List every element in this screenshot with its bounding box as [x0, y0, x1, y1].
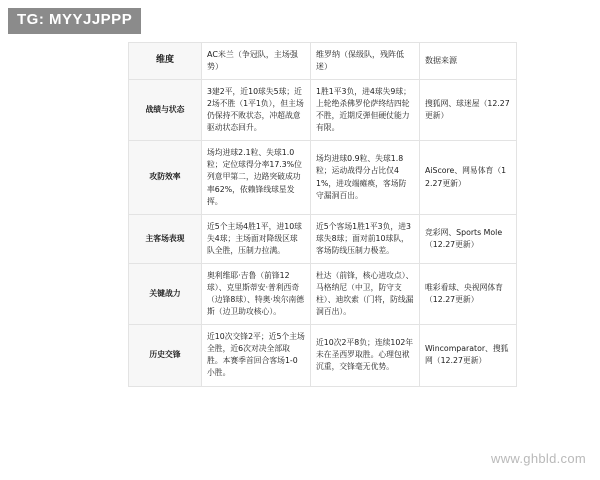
row-team-b: 近10次2平8负；连续102年未在圣西罗取胜。心理包袱沉重，交锋毫无优势。 — [311, 325, 420, 386]
row-team-a: 3建2平，近10球失5球；近2场不胜（1平1负），但主场仍保持不败状态，冲超战意驱动状态回升。 — [202, 80, 311, 141]
row-dimension: 攻防效率 — [129, 141, 202, 214]
row-dimension: 战绩与状态 — [129, 80, 202, 141]
header-source: 数据来源 — [420, 43, 517, 80]
row-team-b: 近5个客场1胜1平3负，进3球失8球；面对前10球队，客场防线压制力极差。 — [311, 214, 420, 263]
header-team-b: 维罗纳（保级队，残阵低迷） — [311, 43, 420, 80]
row-team-a: 奥利维耶·吉鲁（前锋12球）、克里斯蒂安·普利西奇（边锋8球）、特奥·埃尔南德斯（边卫助攻核心）。 — [202, 263, 311, 324]
row-source: 竞彩网、Sports Mole（12.27更新） — [420, 214, 517, 263]
stats-table-container — [128, 42, 510, 387]
row-source: 唯彩看球、央视网体育（12.27更新） — [420, 263, 517, 324]
row-dimension: 历史交锋 — [129, 325, 202, 386]
table-header-row — [129, 43, 517, 80]
table-row — [129, 141, 517, 214]
row-team-b: 1胜1平3负，进4球失9球；上轮绝杀佛罗伦萨终结四轮不胜，近期反弹但硬仗能力有限。 — [311, 80, 420, 141]
header-team-a: AC米兰（争冠队，主场强势） — [202, 43, 311, 80]
table-row — [129, 80, 517, 141]
table-row — [129, 263, 517, 324]
row-team-b: 场均进球0.9粒、失球1.8粒；运动战得分占比仅41%，进攻端瘫痪，客场防守漏洞百出。 — [311, 141, 420, 214]
row-source: 搜狐网、球迷屋（12.27更新） — [420, 80, 517, 141]
row-source: Wincomparator、搜狐网（12.27更新） — [420, 325, 517, 386]
table-row — [129, 214, 517, 263]
table-row — [129, 325, 517, 386]
row-dimension: 主客场表现 — [129, 214, 202, 263]
row-team-a: 近5个主场4胜1平，进10球失4球；主场面对降级区球队全胜，压制力拉满。 — [202, 214, 311, 263]
header-dimension: 维度 — [129, 43, 202, 80]
site-watermark: www.ghbld.com — [491, 451, 586, 466]
row-dimension: 关键战力 — [129, 263, 202, 324]
row-team-a: 近10次交锋2平；近5个主场全胜，近6次对决全部取胜。本赛季首回合客场1-0小胜。 — [202, 325, 311, 386]
row-team-a: 场均进球2.1粒、失球1.0粒；定位球得分率17.3%位列意甲第二，边路突破成功率62%，依赖锋线球星发挥。 — [202, 141, 311, 214]
row-team-b: 杜达（前锋，核心进攻点）、马格纳尼（中卫，防守支柱）、迪坎索（门将，防线漏洞百出）。 — [311, 263, 420, 324]
stats-table — [128, 42, 517, 387]
row-source: AiScore、网易体育（12.27更新） — [420, 141, 517, 214]
telegram-badge: TG: MYYJJPPP — [8, 8, 141, 34]
